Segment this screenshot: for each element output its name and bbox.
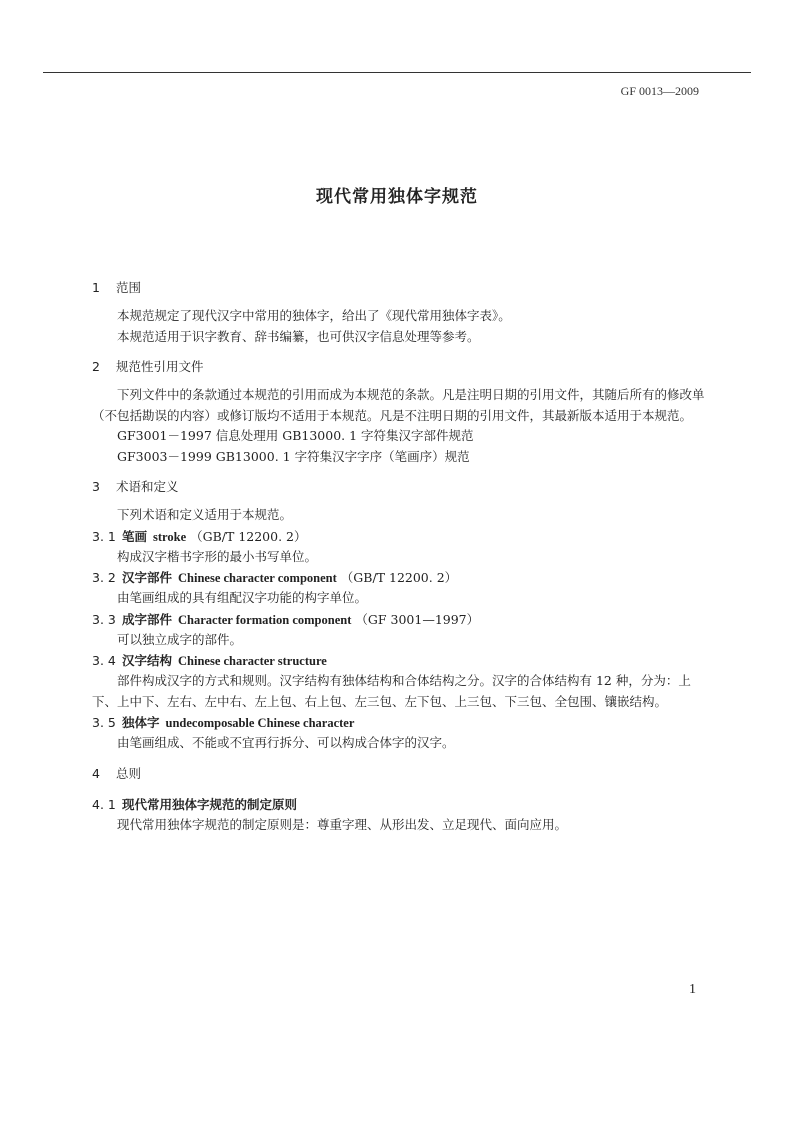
term-heading [92,609,712,630]
section-title: 术语和定义 [116,479,179,494]
section-4-heading [92,764,712,784]
term-heading [92,712,712,733]
term-english: Chinese character component [178,571,337,585]
header-rule [43,72,751,73]
reference-item: GF3003－1999 GB13000. 1 字符集汉字字序（笔画序）规范 [117,448,470,464]
paragraph: 现代常用独体字规范的制定原则是：尊重字理、从形出发、立足现代、面向应用。 [117,816,568,832]
paragraph: 本规范规定了现代汉字中常用的独体字，给出了《现代常用独体字表》。 [117,308,511,323]
term-chinese: 成字部件 [122,611,173,627]
term-definition: 由笔画组成、不能或不宜再行拆分、可以构成合体字的汉字。 [117,735,455,750]
term-reference: （GB/T 12200. 2） [340,570,458,585]
term-chinese: 笔画 [122,528,148,544]
reference-item: GF3001－1997 信息处理用 GB13000. 1 字符集汉字部件规范 [117,428,474,443]
term-english: undecomposable Chinese character [165,716,355,730]
term-heading [92,526,712,547]
term-number: 3. 5 [92,715,116,730]
document-body [92,278,712,835]
section-1-heading [92,278,712,298]
term-number: 3. 1 [92,528,116,544]
term-number: 3. 3 [92,611,116,627]
term-chinese: 汉字结构 [122,653,173,668]
subsection-number: 4. 1 [92,796,116,812]
term-reference: （GB/T 12200. 2） [190,528,307,544]
term-heading [92,567,712,588]
term-number: 3. 4 [92,653,116,668]
term-number: 3. 2 [92,570,116,585]
term-definition: 可以独立成字的部件。 [117,631,243,647]
term-definition: 由笔画组成的具有组配汉字功能的构字单位。 [117,590,368,605]
document-title: 现代常用独体字规范 [316,187,478,207]
page-number: 1 [689,982,696,997]
section-3-heading [92,477,712,497]
paragraph: 下列术语和定义适用于本规范。 [117,507,293,522]
section-number: 1 [92,280,100,295]
term-chinese: 独体字 [122,715,160,730]
term-english: Chinese character structure [178,654,327,668]
standard-number: GF 0013—2009 [620,84,699,98]
paragraph: 下列文件中的条款通过本规范的引用而成为本规范的条款。凡是注明日期的引用文件，其随后所有的修改单（不包括勘误的内容）或修订版均不适用于本规范。凡是不注明日期的引用文件，其最新版本适用于本规范。 [92,387,705,423]
subsection-title: 现代常用独体字规范的制定原则 [122,796,298,812]
section-title: 总则 [116,765,142,781]
term-chinese: 汉字部件 [122,570,173,585]
section-2-heading [92,357,712,377]
subsection-heading [92,794,712,815]
section-title: 规范性引用文件 [116,359,204,374]
section-number: 2 [92,359,100,374]
term-english: Character formation component [178,612,352,627]
section-number: 3 [92,479,100,494]
paragraph: 本规范适用于识字教育、辞书编纂，也可供汉字信息处理等参考。 [117,328,480,344]
section-title: 范围 [116,280,142,295]
term-reference: （GF 3001—1997） [355,611,480,627]
term-heading [92,650,712,671]
section-number: 4 [92,765,100,781]
term-definition: 构成汉字楷书字形的最小书写单位。 [117,548,318,564]
term-english: stroke [153,529,187,544]
term-definition: 部件构成汉字的方式和规则。汉字结构有独体结构和合体结构之分。汉字的合体结构有 12 种，分为：上下、上中下、左右、左中右、左上包、右上包、左三包、左下包、上三包、下三包、全包围、镶嵌结构。 [92,673,691,709]
